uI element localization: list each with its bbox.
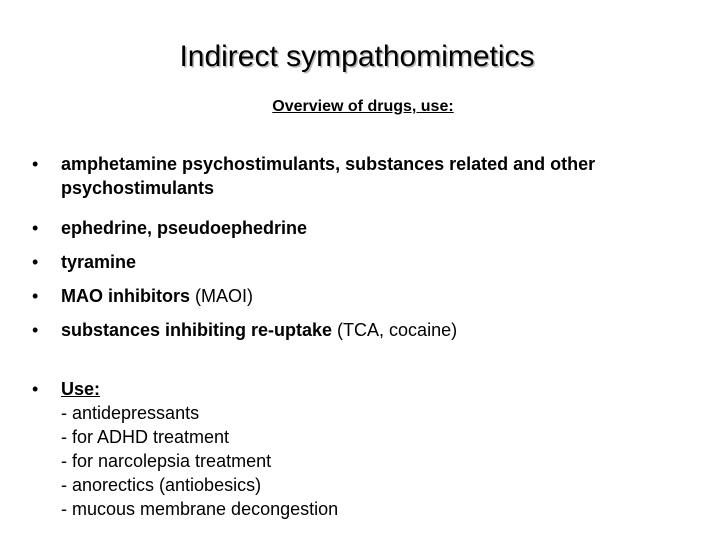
use-block — [61, 377, 701, 521]
use-line: - for ADHD treatment — [61, 427, 230, 447]
list-item-bold: MAO inhibitors — [61, 286, 190, 306]
list-item-bold: amphetamine psychostimulants, substances related and other psychostimulants — [61, 154, 596, 198]
use-line: - for narcolepsia treatment — [61, 451, 272, 471]
list-item-text — [61, 284, 701, 308]
bullet-icon: • — [32, 252, 39, 272]
slide-title: Indirect sympathomimetics — [179, 40, 535, 73]
list-item-note: (TCA, cocaine) — [332, 320, 458, 340]
bullet-icon: • — [32, 218, 39, 238]
slide-subtitle: Overview of drugs, use: — [272, 98, 454, 115]
use-line: - anorectics (antiobesics) — [61, 475, 262, 495]
bullet-icon: • — [32, 154, 39, 174]
use-line: - mucous membrane decongestion — [61, 499, 339, 519]
list-item-bold: tyramine — [61, 252, 137, 272]
list-item-bold: substances inhibiting re-uptake — [61, 320, 333, 340]
use-line: - antidepressants — [61, 403, 200, 423]
list-item-text — [61, 250, 701, 274]
bullet-icon: • — [32, 379, 39, 399]
list-item-note: (MAOI) — [190, 286, 253, 306]
list-item-text — [61, 318, 701, 342]
list-item-text — [61, 152, 701, 200]
bullet-icon: • — [32, 320, 39, 340]
list-item-text — [61, 216, 701, 240]
use-label: Use: — [61, 379, 101, 399]
list-item-bold: ephedrine, pseudoephedrine — [61, 218, 308, 238]
bullet-icon: • — [32, 286, 39, 306]
